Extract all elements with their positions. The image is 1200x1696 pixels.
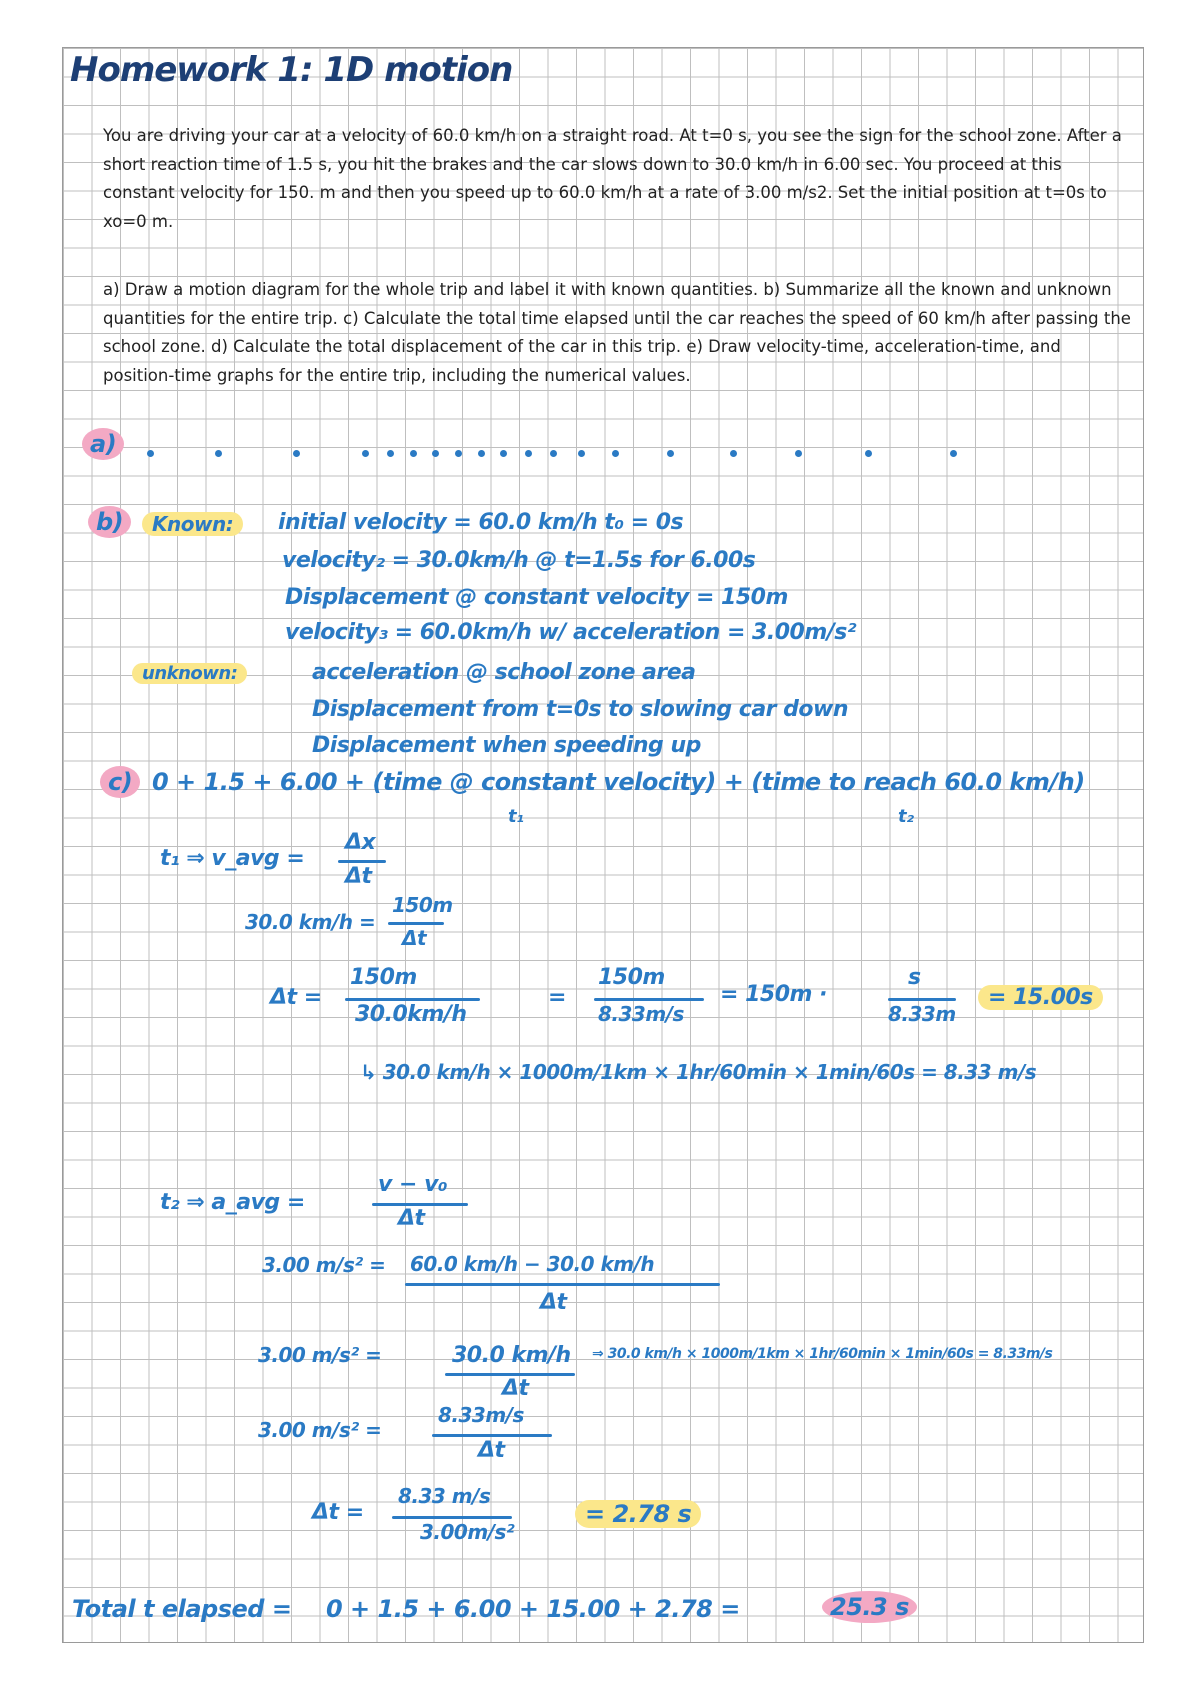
page-title: Homework 1: 1D motion <box>70 50 513 90</box>
motion-dot <box>730 450 737 457</box>
total-label: Total t elapsed = <box>72 1595 292 1623</box>
t1-subscript: t₁ <box>508 806 524 827</box>
motion-dot <box>795 450 802 457</box>
t2-unit-conversion: ⇒ 30.0 km/h × 1000m/1km × 1hr/60min × 1min/60s = 8.33m/s <box>592 1346 1053 1362</box>
fraction-bar <box>405 1283 720 1286</box>
unknown-item-1: acceleration @ school zone area <box>312 660 696 685</box>
motion-dot <box>387 450 394 457</box>
t1-head: t₁ ⇒ v_avg = <box>160 846 305 871</box>
motion-dot <box>293 450 300 457</box>
t2-eq5-left: Δt = <box>312 1500 364 1525</box>
motion-dot <box>865 450 872 457</box>
t1-eq3-eq: = <box>548 985 566 1010</box>
problem-statement: You are driving your car at a velocity of 60.0 km/h on a straight road. At t=0 s, you see the sign for the school zone. After a short reaction time of 1.5 s, you hit the brakes and the car slows down to 30.0 km/h in 6.00 sec. You proceed at this constant velocity for 150. m and then you speed up to 60.0 km/h at a rate of 3.00 m/s2. Set the initial position at t=0s to xo=0 m. <box>103 126 1122 231</box>
t1-eq3-num2: 150m <box>598 965 665 990</box>
t1-eq3-mid2: = 150m · <box>720 982 827 1007</box>
motion-dot <box>950 450 957 457</box>
t1-eq3-left: Δt = <box>270 985 322 1010</box>
known-item-3: Displacement @ constant velocity = 150m <box>285 585 788 610</box>
t2-eq2-num: 60.0 km/h − 30.0 km/h <box>410 1252 655 1276</box>
t1-eq3-den3: 8.33m <box>888 1002 956 1026</box>
motion-dot <box>550 450 557 457</box>
unknown-label: unknown: <box>132 663 247 684</box>
t2-eq4-num: 8.33m/s <box>438 1403 524 1427</box>
motion-dot <box>147 450 154 457</box>
t1-result: = 15.00s <box>978 985 1103 1010</box>
motion-dot <box>432 450 439 457</box>
known-item-4: velocity₃ = 60.0km/h w/ acceleration = 3.00m/s² <box>285 620 857 645</box>
fraction-bar <box>388 922 444 925</box>
t2-eq2-left: 3.00 m/s² = <box>262 1253 386 1277</box>
t1-frac-den: Δt <box>345 864 372 889</box>
t1-eq3-num3: s <box>908 965 921 990</box>
t2-eq4-den: Δt <box>478 1438 505 1463</box>
unknown-item-2: Displacement from t=0s to slowing car down <box>312 697 849 722</box>
known-label: Known: <box>142 512 243 536</box>
t2-eq4-left: 3.00 m/s² = <box>258 1418 382 1442</box>
part-c-label: c) <box>100 768 140 796</box>
fraction-bar <box>338 860 386 863</box>
motion-dot <box>478 450 485 457</box>
t1-eq2-den: Δt <box>402 926 427 950</box>
known-item-1: initial velocity = 60.0 km/h t₀ = 0s <box>278 510 684 535</box>
part-b-label: b) <box>88 508 131 536</box>
t1-eq2-left: 30.0 km/h = <box>245 910 376 934</box>
t2-eq3-den: Δt <box>502 1376 529 1401</box>
t2-eq3-left: 3.00 m/s² = <box>258 1343 382 1367</box>
t1-eq3-den2: 8.33m/s <box>598 1002 684 1026</box>
motion-dot <box>525 450 532 457</box>
t2-frac-den: Δt <box>398 1206 425 1231</box>
motion-dot <box>500 450 507 457</box>
t2-eq5-den: 3.00m/s² <box>420 1520 515 1544</box>
t1-eq2-num: 150m <box>392 893 453 917</box>
motion-dot <box>612 450 619 457</box>
t1-unit-conversion: ↳ 30.0 km/h × 1000m/1km × 1hr/60min × 1min/60s = 8.33 m/s <box>360 1060 1037 1084</box>
unknown-item-3: Displacement when speeding up <box>312 733 701 758</box>
fraction-bar <box>392 1516 512 1519</box>
fraction-bar <box>888 998 956 1001</box>
t2-frac-num: v − v₀ <box>378 1172 448 1197</box>
problem-questions: a) Draw a motion diagram for the whole trip and label it with known quantities. b) Summarize all the known and unknown quantities for the entire trip. c) Calculate the total time elapsed until the car reaches the speed of 60 km/h after passing the school zone. d) Calculate the total displacement of the car in this trip. e) Draw velocity-time, acceleration-time, and position-time graphs for the entire trip, including the numerical values. <box>103 280 1131 385</box>
t1-eq3-num: 150m <box>350 965 417 990</box>
motion-dot <box>578 450 585 457</box>
motion-dot <box>455 450 462 457</box>
motion-dot <box>410 450 417 457</box>
t2-eq3-num: 30.0 km/h <box>452 1343 571 1368</box>
motion-dot <box>215 450 222 457</box>
fraction-bar <box>345 998 480 1001</box>
t2-eq2-den: Δt <box>540 1290 567 1315</box>
part-a-label: a) <box>82 430 124 458</box>
part-c-setup: 0 + 1.5 + 6.00 + (time @ constant velocity) + (time to reach 60.0 km/h) <box>152 768 1085 796</box>
t2-subscript: t₂ <box>898 806 914 827</box>
t2-result: = 2.78 s <box>575 1500 701 1528</box>
fraction-bar <box>594 998 704 1001</box>
total-result: 25.3 s <box>822 1593 917 1621</box>
t1-frac-num: Δx <box>345 830 376 855</box>
motion-dot <box>362 450 369 457</box>
t1-eq3-den: 30.0km/h <box>355 1002 467 1027</box>
total-expression: 0 + 1.5 + 6.00 + 15.00 + 2.78 = <box>326 1595 740 1623</box>
motion-dot <box>667 450 674 457</box>
known-item-2: velocity₂ = 30.0km/h @ t=1.5s for 6.00s <box>282 548 756 573</box>
fraction-bar <box>432 1434 552 1437</box>
t2-eq5-num: 8.33 m/s <box>398 1484 491 1508</box>
t2-head: t₂ ⇒ a_avg = <box>160 1190 305 1215</box>
